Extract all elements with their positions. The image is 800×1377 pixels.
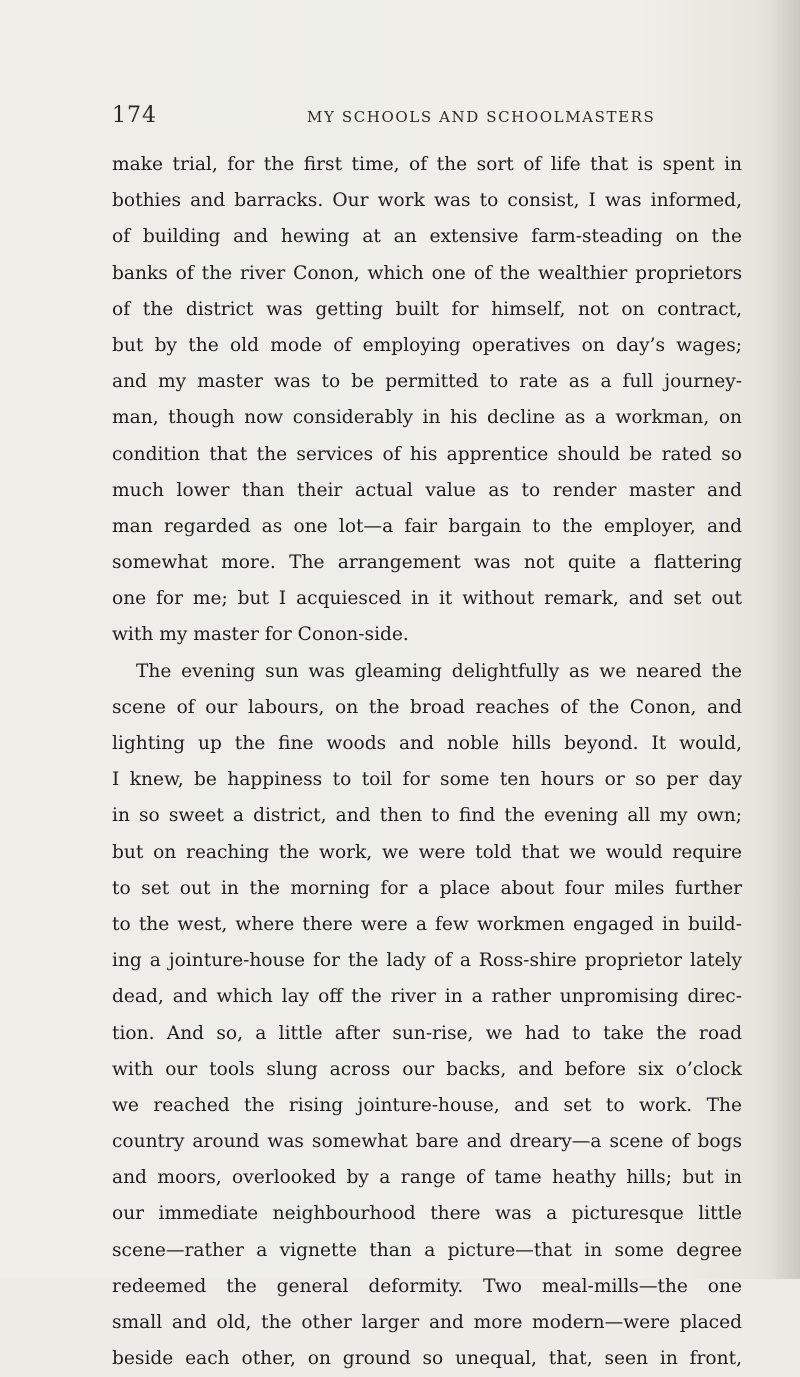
- text-line: to the west, where there were a few workmen engaged in build-: [112, 913, 742, 935]
- text-line: of building and hewing at an extensive farm-steading on the: [112, 226, 742, 248]
- text-line: man regarded as one lot—a fair bargain to the employer, and: [112, 515, 742, 537]
- text-line: scene of our labours, on the broad reaches of the Conon, and: [112, 696, 742, 718]
- text-line: man, though now considerably in his decline as a workman, on: [112, 407, 742, 429]
- text-line: dead, and which lay off the river in a rather unpromising direc-: [112, 986, 742, 1008]
- text-line: banks of the river Conon, which one of the wealthier proprietors: [112, 262, 742, 284]
- text-line: to set out in the morning for a place about four miles further: [112, 877, 742, 899]
- page-edge-shadow: [768, 0, 800, 1279]
- running-head: MY SCHOOLS AND SCHOOLMASTERS: [307, 108, 656, 126]
- text-line: beside each other, on ground so unequal, that, seen in front,: [112, 1348, 742, 1370]
- text-line: condition that the services of his apprentice should be rated so: [112, 443, 742, 465]
- text-line: redeemed the general deformity. Two meal-mills—the one: [112, 1275, 742, 1297]
- text-line: lighting up the fine woods and noble hills beyond. It would,: [112, 733, 742, 754]
- text-line: scene—rather a vignette than a picture—that in some degree: [112, 1239, 742, 1261]
- text-line: of the district was getting built for himself, not on contract,: [112, 298, 742, 320]
- text-line: and my master was to be permitted to rate as a full journey-: [112, 371, 742, 393]
- paragraph-start-line: The evening sun was gleaming delightfully as we neared the: [136, 660, 742, 682]
- text-line: somewhat more. The arrangement was not quite a flattering: [112, 552, 742, 574]
- page-number: 174: [112, 103, 157, 128]
- text-line: but on reaching the work, we were told that we would require: [112, 841, 742, 863]
- text-line: our immediate neighbourhood there was a picturesque little: [112, 1203, 742, 1225]
- text-line: but by the old mode of employing operatives on day’s wages;: [112, 334, 742, 356]
- paragraph-end-line: with my master for Conon-side.: [112, 624, 409, 646]
- text-line: I knew, be happiness to toil for some ten hours or so per day: [112, 769, 742, 791]
- text-line: with our tools slung across our backs, and before six o’clock: [112, 1058, 742, 1080]
- text-line: country around was somewhat bare and dreary—a scene of bogs: [112, 1131, 742, 1153]
- text-line: bothies and barracks. Our work was to consist, I was informed,: [112, 190, 742, 212]
- text-line: one for me; but I acquiesced in it without remark, and set out: [112, 588, 742, 610]
- text-line: we reached the rising jointure-house, and set to work. The: [112, 1094, 742, 1116]
- body-text: [112, 147, 742, 1377]
- page-header: [112, 103, 752, 133]
- text-line: tion. And so, a little after sun-rise, we had to take the road: [112, 1022, 742, 1044]
- text-line: much lower than their actual value as to render master and: [112, 479, 742, 501]
- text-line: ing a jointure-house for the lady of a Ross-shire proprietor lately: [112, 950, 742, 972]
- text-line: and moors, overlooked by a range of tame heathy hills; but in: [112, 1167, 742, 1189]
- text-line: small and old, the other larger and more modern—were placed: [112, 1312, 742, 1333]
- text-line: make trial, for the first time, of the sort of life that is spent in: [112, 154, 742, 175]
- text-line: in so sweet a district, and then to find the evening all my own;: [112, 805, 742, 827]
